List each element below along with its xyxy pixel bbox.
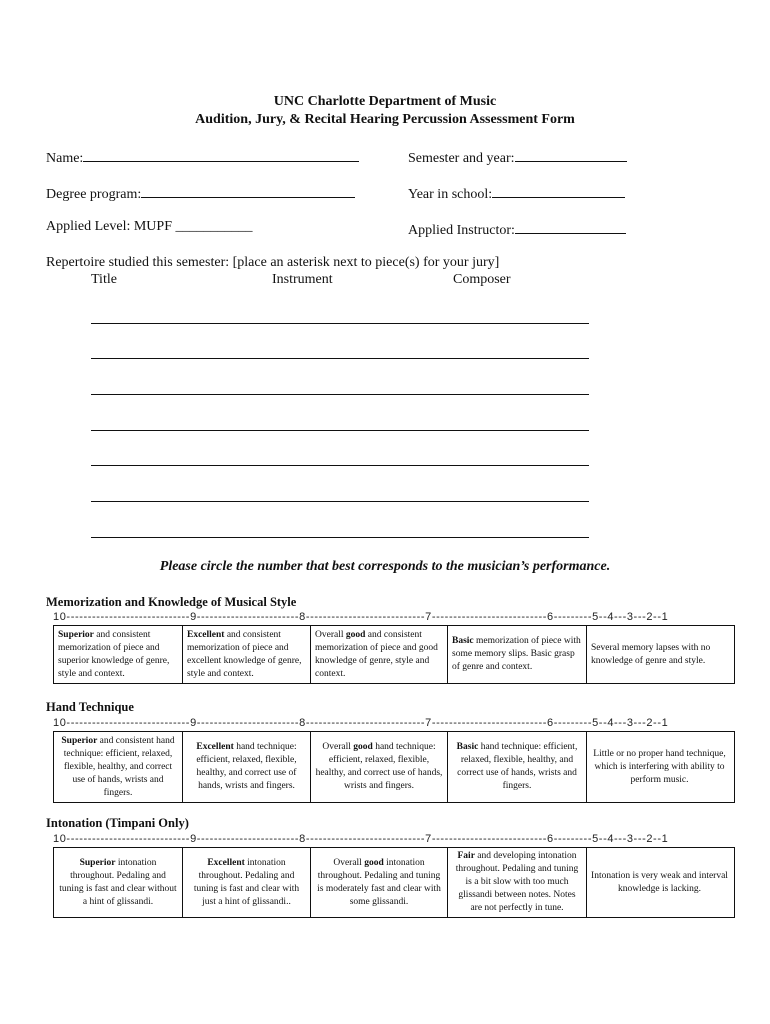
semester-field[interactable] [408,147,627,167]
year-field[interactable] [408,183,625,203]
name-label: Name: [46,151,84,166]
rubric-cell-9: Excellent intonation throughout. Pedaling and tuning is fast and clear with just a hint of glissandi.. [183,848,311,917]
rubric-row-memorization [53,625,735,684]
form-title-line1: UNC Charlotte Department of Music [273,94,497,109]
rubric-cell-6-1: Little or no proper hand technique, which is interfering with ability to perform music. [593,748,726,785]
name-input-line[interactable] [83,147,359,162]
applied-level-field[interactable] [46,219,253,235]
degree-label: Degree program: [46,187,142,202]
repertoire-line-2[interactable] [91,358,589,359]
rubric-row-hand-technique [53,731,735,803]
repertoire-line-5[interactable] [91,465,589,466]
instructor-input-line[interactable] [515,219,626,234]
instructor-label: Applied Instructor: [408,223,515,238]
year-label: Year in school: [408,187,493,202]
rubric-cell-10: Superior and consistent memorization of piece and superior knowledge of genre, style and context. [54,626,183,683]
rubric-cell-10: Superior intonation throughout. Pedaling and tuning is fast and clear without a hint of glissandi. [54,848,183,917]
rubric-cell-9: Excellent hand technique: efficient, relaxed, flexible, healthy, and correct use of hands, wrists and fingers. [183,732,311,802]
semester-label: Semester and year: [408,151,515,166]
section-title-hand-technique: Hand Technique [46,700,134,714]
repertoire-line-1[interactable] [91,323,589,324]
repertoire-line-7[interactable] [91,537,589,538]
rubric-cell-10: Superior and consistent hand technique: efficient, relaxed, flexible, healthy, and correct use of hands, wrists and fingers. [54,732,183,802]
repertoire-col-title: Title [91,272,117,287]
repertoire-prompt: Repertoire studied this semester: [place an asterisk next to piece(s) for your jury] [46,255,500,270]
rubric-cell-7: Basic memorization of piece with some memory slips. Basic grasp of genre and context. [448,626,587,683]
rubric-cell-6-1: Several memory lapses with no knowledge of genre and style. [591,642,711,666]
name-field[interactable] [46,147,359,167]
repertoire-col-instrument: Instrument [272,272,333,287]
rating-scale-memorization[interactable]: 10-----------------------------9------------------------8----------------------------7---------------------------6---------5--4---3---2--1 [53,611,669,623]
rubric-cell-8: Overall good intonation throughout. Pedaling and tuning is moderately fast and clear with some glissandi. [311,848,448,917]
section-title-memorization: Memorization and Knowledge of Musical Style [46,595,297,609]
applied-level-label: Applied Level: MUPF ___________ [46,219,253,234]
rating-scale-hand-technique[interactable]: 10-----------------------------9------------------------8----------------------------7---------------------------6---------5--4---3---2--1 [53,717,669,729]
section-title-intonation: Intonation (Timpani Only) [46,816,189,830]
circle-instruction: Please circle the number that best corresponds to the musician’s performance. [159,559,611,574]
rubric-cell-7: Basic hand technique: efficient, relaxed, flexible, healthy, and correct use of hands, wrists and fingers. [448,732,587,802]
repertoire-line-3[interactable] [91,394,589,395]
rubric-cell-8: Overall good and consistent memorization of piece and good knowledge of genre, style and context. [311,626,448,683]
rubric-cell-6-1: Intonation is very weak and interval knowledge is lacking. [591,870,728,894]
semester-input-line[interactable] [515,147,627,162]
year-input-line[interactable] [492,183,625,198]
rubric-cell-8: Overall good hand technique: efficient, relaxed, flexible, healthy, and correct use of hands, wrists and fingers. [311,732,448,802]
repertoire-col-composer: Composer [453,272,511,287]
rubric-cell-7: Fair and developing intonation throughout. Pedaling and tuning is a bit slow with too much glissandi between notes. Notes are not perfectly in tune. [448,848,587,917]
degree-field[interactable] [46,183,355,203]
rubric-row-intonation [53,847,735,918]
rating-scale-intonation[interactable]: 10-----------------------------9------------------------8----------------------------7---------------------------6---------5--4---3---2--1 [53,833,669,845]
instructor-field[interactable] [408,219,626,239]
form-title-line2: Audition, Jury, & Recital Hearing Percussion Assessment Form [195,112,575,127]
repertoire-line-4[interactable] [91,430,589,431]
rubric-cell-9: Excellent and consistent memorization of piece and excellent knowledge of genre, style and context. [183,626,311,683]
degree-input-line[interactable] [141,183,355,198]
repertoire-line-6[interactable] [91,501,589,502]
